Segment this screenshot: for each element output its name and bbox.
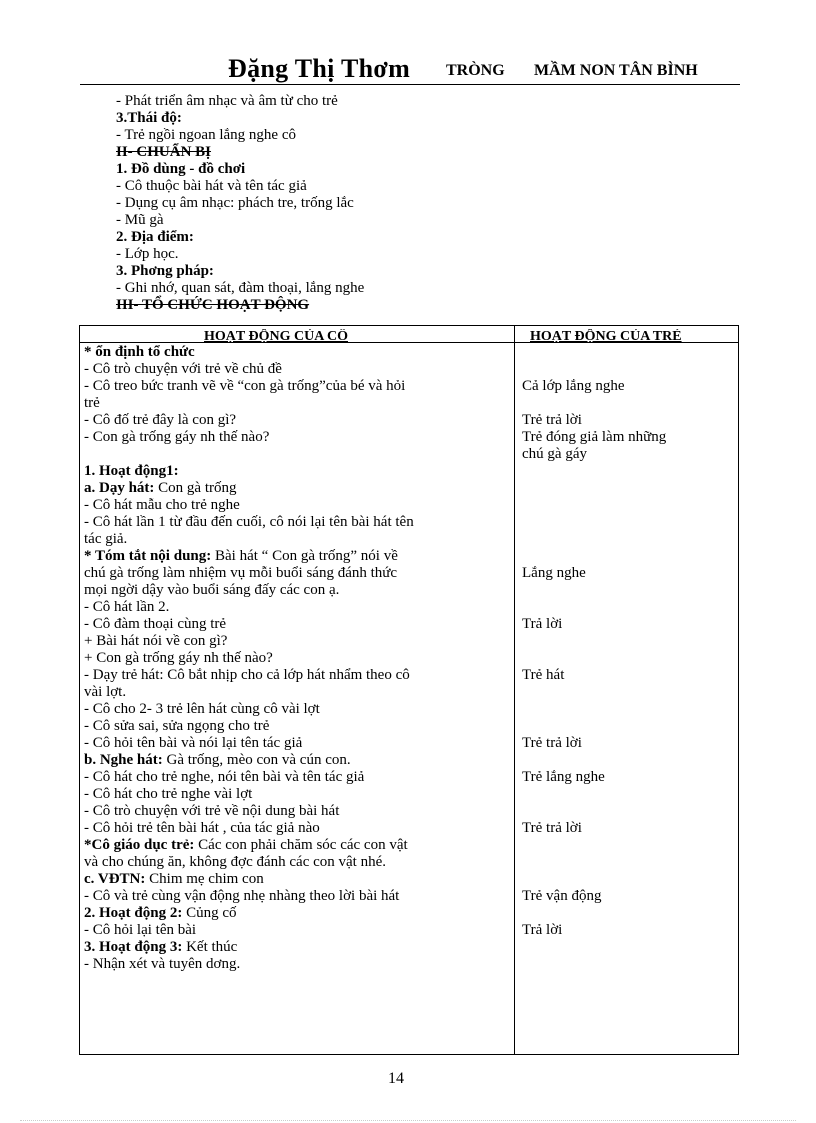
teacher-line-heading: b. Nghe hát: xyxy=(84,752,163,768)
teacher-line xyxy=(84,837,510,854)
intro-line: III- TỔ CHỨC HOẠT ĐỘNG xyxy=(116,297,310,313)
teacher-line: - Cô hỏi trẻ tên bài hát , của tác giả nào xyxy=(84,820,320,836)
intro-line: - Phát triển âm nhạc và âm từ cho trẻ xyxy=(116,93,338,109)
teacher-line: - Cô đàm thoại cùng trẻ xyxy=(84,616,227,632)
teacher-line-heading: *Cô giáo dục trẻ: xyxy=(84,837,195,853)
teacher-line: trẻ xyxy=(84,395,100,411)
activity-table xyxy=(79,325,739,1055)
teacher-line: tác giả. xyxy=(84,531,128,547)
teacher-line: chú gà trống làm nhiệm vụ mỗi buổi sáng đánh thức xyxy=(84,565,398,581)
teacher-line-heading: a. Dạy hát: xyxy=(84,480,155,496)
teacher-line: - Cô sửa sai, sửa ngọng cho trẻ xyxy=(84,718,270,734)
teacher-line xyxy=(84,548,510,565)
intro-line: 2. Địa điểm: xyxy=(116,229,194,245)
teacher-line-text: Chim mẹ chim con xyxy=(145,871,264,887)
intro-line: II- CHUẨN BỊ xyxy=(116,144,212,160)
teacher-activities xyxy=(84,344,510,973)
teacher-line: mọi ngời dậy vào buổi sáng đấy các con ạ. xyxy=(84,582,340,598)
child-line: Trẻ trả lời xyxy=(522,820,582,836)
child-line: Cả lớp lắng nghe xyxy=(522,378,625,394)
teacher-line xyxy=(84,871,510,888)
teacher-line-text: Củng cố xyxy=(182,905,237,921)
intro-line: 3. Phơng pháp: xyxy=(116,263,214,279)
teacher-line: - Cô cho 2- 3 trẻ lên hát cùng cô vài lợt xyxy=(84,701,320,717)
intro-line: 3.Thái độ: xyxy=(116,110,182,126)
teacher-line-text: Con gà trống xyxy=(154,480,237,496)
teacher-line: + Con gà trống gáy nh thế nào? xyxy=(84,650,273,666)
teacher-line: - Cô hỏi lại tên bài xyxy=(84,922,197,938)
teacher-line: - Dạy trẻ hát: Cô bắt nhịp cho cả lớp hát nhẩm theo cô xyxy=(84,667,410,683)
intro-line: - Mũ gà xyxy=(116,212,164,228)
school-name-part1: TRÒNG xyxy=(446,62,505,79)
child-line: Trẻ vận động xyxy=(522,888,602,904)
page-number: 14 xyxy=(388,1070,404,1087)
teacher-line-text: Kết thúc xyxy=(182,939,238,955)
teacher-line: * ổn định tổ chức xyxy=(84,344,195,360)
school-name-part2: MẦM NON TÂN BÌNH xyxy=(534,62,698,79)
teacher-line: - Nhận xét và tuyên dơng. xyxy=(84,956,241,972)
teacher-line: + Bài hát nói về con gì? xyxy=(84,633,228,649)
teacher-line: - Cô trò chuyện với trẻ về nội dung bài hát xyxy=(84,803,340,819)
teacher-line: - Cô trò chuyện với trẻ về chủ đề xyxy=(84,361,282,377)
teacher-line-heading: c. VĐTN: xyxy=(84,871,146,887)
teacher-line: vài lợt. xyxy=(84,684,127,700)
teacher-line xyxy=(84,752,510,769)
teacher-line xyxy=(84,905,510,922)
intro-line: - Trẻ ngồi ngoan lắng nghe cô xyxy=(116,127,296,143)
column-divider xyxy=(514,326,515,1054)
intro-line: - Dụng cụ âm nhạc: phách tre, trống lắc xyxy=(116,195,354,211)
intro-line: - Lớp học. xyxy=(116,246,179,262)
teacher-line-text: Bài hát “ Con gà trống” nói về xyxy=(211,548,398,564)
teacher-line: - Cô hát cho trẻ nghe, nói tên bài và tên tác giả xyxy=(84,769,365,785)
teacher-line-heading: * Tóm tắt nội dung: xyxy=(84,548,212,564)
teacher-line-heading: 2. Hoạt động 2: xyxy=(84,905,183,921)
child-line: Trẻ lắng nghe xyxy=(522,769,605,785)
teacher-line: - Cô treo bức tranh vẽ về “con gà trống”của bé và hỏi xyxy=(84,378,406,394)
intro-section xyxy=(116,93,716,314)
teacher-line: - Cô hát cho trẻ nghe vài lợt xyxy=(84,786,253,802)
footer-dots xyxy=(20,1120,796,1121)
teacher-line: - Cô hát lần 2. xyxy=(84,599,170,615)
intro-line: - Cô thuộc bài hát và tên tác giả xyxy=(116,178,307,194)
teacher-line xyxy=(84,480,510,497)
header-divider xyxy=(80,342,738,343)
child-line: Trẻ trả lời xyxy=(522,735,582,751)
teacher-line-heading: 3. Hoạt động 3: xyxy=(84,939,183,955)
child-line: Trẻ trả lời xyxy=(522,412,582,428)
teacher-line-text: Các con phải chăm sóc các con vật xyxy=(194,837,408,853)
intro-line: 1. Đồ dùng - đồ chơi xyxy=(116,161,246,177)
teacher-line xyxy=(84,446,510,463)
teacher-line: - Cô hát mẫu cho trẻ nghe xyxy=(84,497,240,513)
child-line: Trẻ hát xyxy=(522,667,565,683)
child-line: chú gà gáy xyxy=(522,446,587,462)
child-column-header: HOẠT ĐỘNG CỦA TRẺ xyxy=(530,329,682,343)
intro-line: - Ghi nhớ, quan sát, đàm thoại, lắng nghe xyxy=(116,280,365,296)
child-line: Trẻ đóng giả làm những xyxy=(522,429,667,445)
teacher-line: - Cô đố trẻ đây là con gì? xyxy=(84,412,237,428)
teacher-line: - Cô hát lần 1 từ đầu đến cuối, cô nói lại tên bài hát tên xyxy=(84,514,414,530)
teacher-line: 1. Hoạt động1: xyxy=(84,463,179,479)
teacher-line: - Cô và trẻ cùng vận động nhẹ nhàng theo lời bài hát xyxy=(84,888,400,904)
teacher-line: và cho chúng ăn, không đợc đánh các con vật nhé. xyxy=(84,854,386,870)
teacher-line-text: Gà trống, mèo con và cún con. xyxy=(162,752,351,768)
teacher-column-header: HOẠT ĐỘNG CỦA CÔ xyxy=(204,329,349,343)
author-name: Đặng Thị Thơm xyxy=(228,54,411,83)
child-line: Trả lời xyxy=(522,616,563,632)
teacher-line: - Cô hỏi tên bài và nói lại tên tác giả xyxy=(84,735,303,751)
page-header xyxy=(80,54,740,85)
child-line: Trả lời xyxy=(522,922,563,938)
teacher-line xyxy=(84,939,510,956)
child-line: Lắng nghe xyxy=(522,565,586,581)
teacher-line: - Con gà trống gáy nh thế nào? xyxy=(84,429,270,445)
